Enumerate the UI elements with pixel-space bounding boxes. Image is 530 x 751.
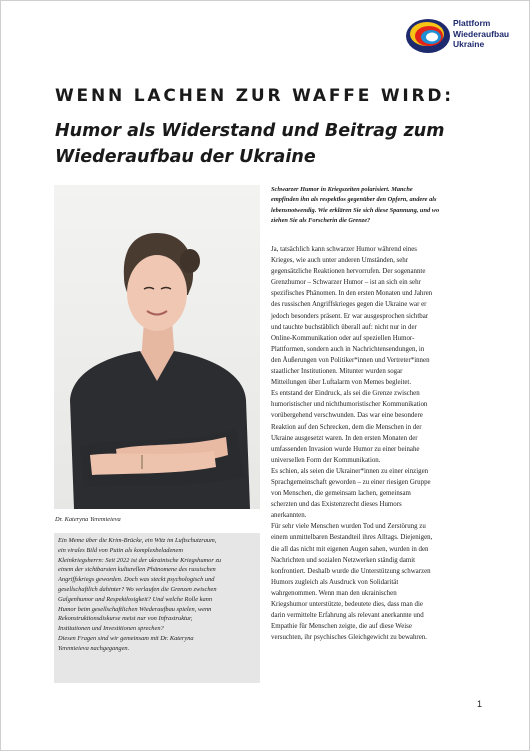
logo-line-3: Ukraine	[453, 39, 485, 49]
intro-line: Rekonstruktionsdiskurse meist nur von Infrastruktur,	[58, 615, 193, 623]
answer-line: scherzten und das Existenzrecht dieses Humors	[271, 501, 402, 509]
intro-line: Diesen Fragen sind wir gemeinsam mit Dr. Kateryna	[58, 634, 194, 642]
logo-line-2: Wiederaufbau	[453, 28, 510, 39]
answer-line: Mitteilungen über Luftalarm von Memes begleitet.	[271, 379, 412, 387]
portrait-photo	[54, 185, 260, 509]
answer-line: universellen Form der Kommunikation.	[271, 456, 381, 464]
answer-line: darin vermittelte Erfahrung als relevant anerkannte und	[271, 612, 424, 620]
answer-line: Humors zugleich als Ausdruck von Solidarität	[271, 578, 399, 586]
answer-line: Sprachgemeinschaft geworden – zu einer riesigen Gruppe	[271, 478, 431, 486]
answer-line: konfrontiert. Deshalb wurde die Unterstützung schwarzen	[271, 567, 431, 575]
interview-question	[271, 185, 481, 227]
intro-box	[54, 533, 260, 683]
answer-line: und tauchte buchstäblich überall auf: nicht nur in der	[271, 323, 417, 331]
answer-line: Für sehr viele Menschen wurden Tod und Zerstörung zu	[271, 523, 426, 531]
intro-line: gesellschaftlich dahinter? Wo verlaufen die Grenzen zwischen	[58, 585, 217, 593]
answer-line: jedoch besonders präsent. Er war ausgesprochen sichtbar	[271, 312, 429, 320]
answer-line: Ja, tatsächlich kann schwarzer Humor während eines	[271, 246, 417, 253]
answer-line: die all das nicht mit eigenen Augen sahen, wurden in den	[271, 545, 429, 553]
logo-line-1: Plattform	[453, 18, 491, 28]
intro-line: Humor beim gesellschaftlichen Wiederaufbau spielen, wenn	[58, 605, 212, 613]
answer-line: einem unmittelbaren Bestandteil ihres Alltags. Diejenigen,	[271, 534, 433, 542]
interview-answer	[271, 244, 481, 643]
answer-line: staatlicher Institutionen. Mitunter wurden sogar	[271, 368, 403, 376]
intro-line: Kleinkriegsherrn: Seit 2022 ist der ukrainische Kriegshumor zu	[58, 556, 222, 564]
answer-line: Grenzhumor – Schwarzer Humor – ist an sich ein sehr	[271, 279, 421, 287]
logo-wordmark	[453, 18, 509, 50]
answer-line: von Menschen, die gemeinsam lachen, gemeinsam	[271, 490, 411, 498]
question-line: Schwarzer Humor in Kriegszeiten polarisiert. Manche	[271, 186, 413, 193]
answer-line: wahrgenommen. Wenn man den ukrainischen	[271, 589, 397, 597]
answer-line: vorübergehend verschwunden. Das war eine besondere	[271, 412, 423, 420]
question-line: empfinden ihn als respektlos gegenüber den Opfern, andere als	[271, 196, 437, 204]
intro-line: einem der sichtbarsten kulturellen Phänomene des russischen	[58, 566, 216, 574]
answer-line: Reaktion auf den Schrecken, dem die Menschen in der	[271, 423, 422, 431]
answer-line: des russischen Angriffskrieges gegen die Ukraine war er	[271, 301, 427, 309]
answer-line: Online-Kommunikation oder auf speziellen Humor-	[271, 334, 415, 342]
answer-line: Kriegshumor unterstützte, bedeutete dies, dass man die	[271, 601, 423, 608]
question-line: ziehen Sie als Forscherin die Grenze?	[271, 217, 371, 225]
answer-line: den Äußerungen von Politiker*innen und Vertreter*innen	[271, 356, 430, 364]
answer-line: Es schien, als seien die Ukrainer*innen zu einer einzigen	[271, 467, 429, 475]
intro-line: Galgenhumor und Respektlosigkeit? Und welche Rolle kann	[58, 595, 213, 603]
article-kicker: WENN LACHEN ZUR WAFFE WIRD:	[55, 86, 454, 106]
headline-line-1: Humor als Widerstand und Beitrag zum	[55, 121, 445, 141]
answer-line: versuchten, ihr psychisches Gleichgewicht zu bewahren.	[271, 634, 427, 642]
answer-line: anerkannten.	[271, 512, 307, 520]
answer-line: Es entstand der Eindruck, als sei die Grenze zwischen	[271, 390, 420, 398]
answer-line: gegensätzliche Reaktionen hervorrufen. Der sogenannte	[271, 268, 426, 276]
intro-line: Institutionen und Investitionen sprechen?	[58, 625, 164, 633]
intro-line: Ein Meme über die Krim-Brücke, ein Witz im Luftschutzraum,	[58, 537, 217, 544]
answer-line: Krieges, wie auch unter anderen Umständen, sehr	[271, 257, 408, 265]
photo-caption: Dr. Kateryna Yeremieieva	[55, 516, 121, 523]
article-headline	[55, 118, 495, 170]
intro-line: Yeremieieva nachgegangen.	[58, 644, 130, 652]
intro-line: ein virales Bild von Putin als komplexbeladenem	[58, 546, 183, 554]
headline-line-2: Wiederaufbau der Ukraine	[55, 147, 316, 167]
question-line: lebensnotwendig. Wie erklären Sie sich diese Spannung, und wo	[271, 206, 440, 214]
answer-line: spezifisches Phänomen. In den ersten Monaten und Jahren	[271, 290, 433, 298]
answer-line: Plattformen, sondern auch in Nachrichtensendungen, in	[271, 345, 425, 353]
answer-line: umfassenden Invasion wurde Humor zu einer beinahe	[271, 445, 420, 453]
answer-line: Nachrichten und sozialen Netzwerken ständig damit	[271, 556, 416, 564]
answer-line: Empathie für Menschen zeigte, die auf diese Weise	[271, 623, 412, 631]
answer-line: humoristischer und nichthumoristischer Kommunikation	[271, 401, 428, 409]
page-number: 1	[477, 699, 483, 709]
intro-line: Angriffskriegs geworden. Doch was steckt psychologisch und	[58, 576, 215, 584]
answer-line: Ukraine ausgesetzt waren. In den ersten Monaten der	[271, 434, 418, 442]
